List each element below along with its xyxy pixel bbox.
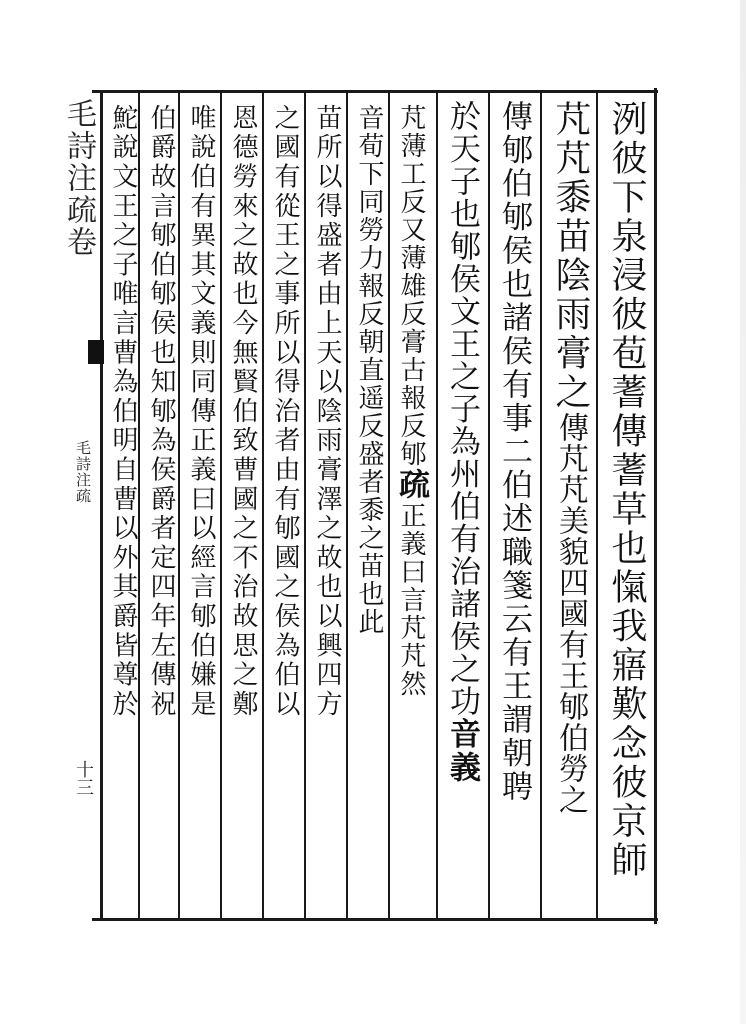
shu-marker: 疏 [393,468,429,503]
column-divider [220,92,222,918]
folio-number: 十三 [73,760,94,796]
column-divider [304,92,306,918]
column-text: 芃薄工反又薄雄反膏古報反郇 [396,104,426,468]
text-column-11 [142,104,180,910]
text-column-2 [544,100,596,910]
column-text: 正義曰言芃芃然 [396,502,426,699]
column-text: 唯說伯有異其文義則同傳正義曰以經言郇伯嫌是 [186,104,216,720]
text-column-4 [440,100,484,910]
text-column-8 [266,104,304,910]
text-column-9 [224,104,262,910]
text-column-6 [350,104,388,910]
text-column-12 [104,104,142,910]
right-border-rule [654,88,657,924]
column-divider [540,92,542,918]
column-text: 傳芃芃美貌四國有王郇伯勞之 [553,412,588,815]
top-border-rule [92,90,658,93]
column-text: 傳郇伯郇侯也諸侯有事二伯述職箋云有王謂朝聘 [496,100,532,804]
gutter-book-name: 毛詩注疏 [74,440,92,504]
column-text: 鮀說文王之子唯言曹為伯明自曹以外其爵皆尊於 [108,104,138,720]
column-divider [436,92,438,918]
column-text: 芃芃黍苗陰雨膏之 [550,100,591,412]
text-column-5 [392,104,430,910]
text-column-3 [492,100,536,910]
text-column-1 [600,100,652,910]
column-divider [346,92,348,918]
column-divider [596,92,598,918]
yinyi-marker: 音義 [444,717,480,785]
column-text: 苗所以得盛者由上天以陰雨膏澤之故也以興四方 [312,104,342,720]
column-text: 音荀下同勞力報反朝直遥反 [354,104,384,440]
column-text: 盛者黍之苗也此 [354,440,384,636]
column-divider [262,92,264,918]
column-divider [488,92,490,918]
text-column-10 [182,104,220,910]
fish-tail-mark [88,340,104,364]
column-text: 於天子也郇侯文王之子為州伯有治諸侯之功 [444,100,480,718]
bottom-border-rule [92,918,658,921]
column-text: 伯爵故言郇伯郇侯也知郇為侯爵者定四年左傳祝 [146,104,176,720]
column-text: 之國有從王之事所以得治者由有郇國之侯為伯以 [270,104,300,720]
gutter-title: 毛詩注疏卷 [61,98,96,258]
column-text: 洌彼下泉浸彼苞蓍傳蓍草也愾我寤歎念彼京師 [606,100,647,880]
column-text: 恩德勞來之故也今無賢伯致曹國之不治故思之鄭 [228,104,258,720]
text-column-7 [308,104,346,910]
column-divider [388,92,390,918]
gutter-border-rule [100,92,103,918]
page-edge [740,0,746,1024]
